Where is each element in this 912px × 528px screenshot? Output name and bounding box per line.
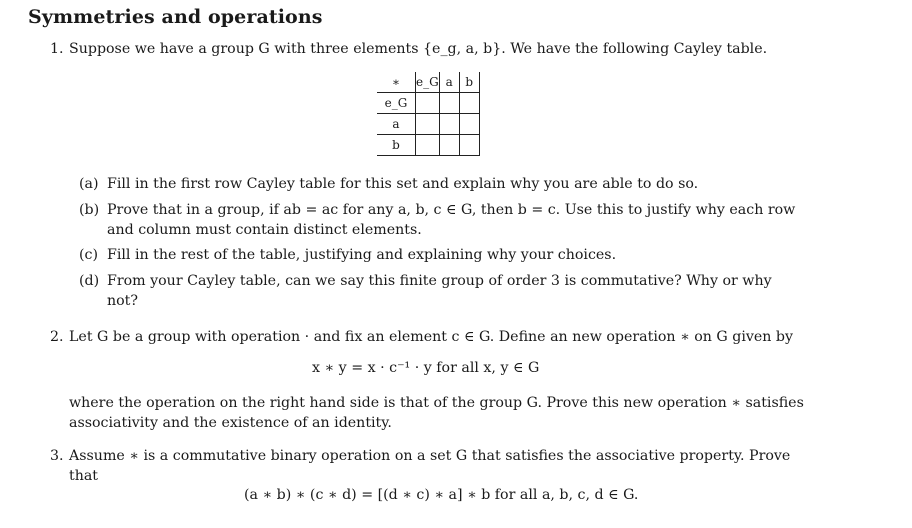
cayley-col-header: b: [459, 72, 479, 93]
problem-2-text: Let G be a group with operation · and fix an element c ∈ G. Define an new operation ∗ on G given by: [69, 329, 794, 345]
cayley-col-header: a: [439, 72, 459, 93]
cayley-row-header: e_G: [377, 93, 416, 114]
problem-1-number: 1.: [50, 41, 64, 57]
part-d-text-line2: not?: [107, 293, 138, 309]
part-d-text-line1: From your Cayley table, can we say this finite group of order 3 is commutative? Why or why: [107, 273, 772, 289]
problem-3-text-line2: that: [69, 468, 98, 484]
cayley-cell: [439, 135, 459, 156]
section-title: Symmetries and operations: [28, 6, 323, 28]
part-c-label: (c): [79, 247, 99, 263]
problem-2-number: 2.: [50, 329, 64, 345]
cayley-cell: [459, 114, 479, 135]
part-b-label: (b): [79, 202, 100, 218]
cayley-cell: [416, 135, 440, 156]
cayley-cell: [459, 93, 479, 114]
problem-2-after-line1: where the operation on the right hand side is that of the group G. Prove this new operation ∗ satisfies: [69, 395, 804, 411]
cayley-col-header: e_G: [416, 72, 440, 93]
problem-2-after-line2: associativity and the existence of an identity.: [69, 415, 392, 431]
cayley-row-header: a: [377, 114, 416, 135]
cayley-operator: ∗: [377, 72, 416, 93]
part-d-label: (d): [79, 273, 100, 289]
cayley-table: [377, 72, 480, 156]
cayley-cell: [416, 114, 440, 135]
problem-1-intro: Suppose we have a group G with three elements {e_g, a, b}. We have the following Cayley table.: [69, 41, 768, 57]
problem-3-text-line1: Assume ∗ is a commutative binary operation on a set G that satisfies the associative property. Prove: [69, 448, 791, 464]
cayley-cell: [439, 114, 459, 135]
cayley-row-header: b: [377, 135, 416, 156]
part-a-label: (a): [79, 176, 99, 192]
part-b-text-line2: and column must contain distinct elements.: [107, 222, 422, 238]
problem-2-equation: x ∗ y = x · c⁻¹ · y for all x, y ∈ G: [312, 360, 540, 376]
cayley-cell: [416, 93, 440, 114]
cayley-cell: [459, 135, 479, 156]
problem-3-number: 3.: [50, 448, 64, 464]
part-a-text: Fill in the first row Cayley table for this set and explain why you are able to do so.: [107, 176, 699, 192]
part-c-text: Fill in the rest of the table, justifying and explaining why your choices.: [107, 247, 617, 263]
part-b-text-line1: Prove that in a group, if ab = ac for any a, b, c ∈ G, then b = c. Use this to justify why each row: [107, 202, 796, 218]
problem-3-equation: (a ∗ b) ∗ (c ∗ d) = [(d ∗ c) ∗ a] ∗ b for all a, b, c, d ∈ G.: [244, 487, 639, 503]
cayley-cell: [439, 93, 459, 114]
